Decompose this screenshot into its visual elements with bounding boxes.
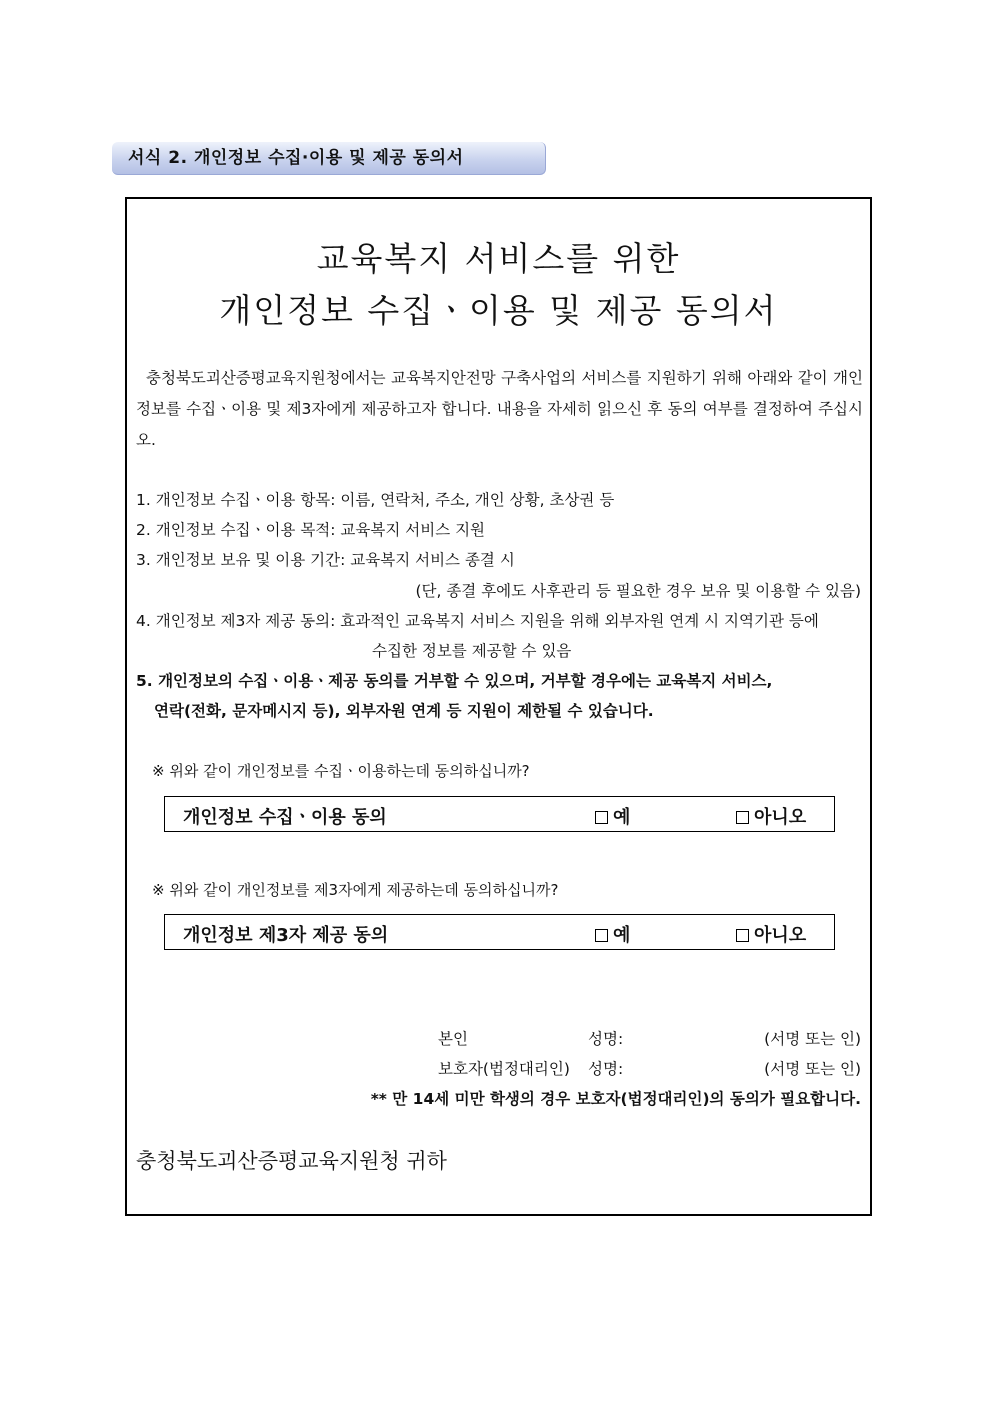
item-retention-period: 3. 개인정보 보유 및 이용 기간: 교육복지 서비스 종결 시	[136, 551, 515, 569]
item-collection-fields: 1. 개인정보 수집ㆍ이용 항목: 이름, 연락처, 주소, 개인 상황, 초상권 등	[136, 491, 615, 509]
checkbox-icon[interactable]	[595, 811, 608, 824]
consent2-no-option[interactable]	[736, 921, 806, 947]
signature-self-name-label[interactable]: 성명:	[588, 1030, 624, 1048]
consent2-no-label: 아니오	[754, 925, 807, 946]
consent1-question: ※ 위와 같이 개인정보를 수집ㆍ이용하는데 동의하십니까?	[152, 762, 530, 780]
consent1-no-label: 아니오	[754, 807, 807, 828]
item-retention-note: (단, 종결 후에도 사후관리 등 필요한 경우 보유 및 이용할 수 있음)	[415, 582, 861, 600]
consent2-label: 개인정보 제3자 제공 동의	[183, 925, 389, 946]
item-third-party-cont: 수집한 정보를 제공할 수 있음	[372, 642, 572, 660]
form-title-line1: 교육복지 서비스를 위한	[316, 239, 681, 278]
consent1-yes-label: 예	[613, 807, 631, 828]
consent2-box	[164, 914, 835, 950]
consent1-label: 개인정보 수집ㆍ이용 동의	[183, 807, 387, 828]
signature-self-role: 본인	[438, 1030, 468, 1048]
consent2-yes-label: 예	[613, 925, 631, 946]
checkbox-icon[interactable]	[736, 929, 749, 942]
item-refusal-notice-cont: 연락(전화, 문자메시지 등), 외부자원 연계 등 지원이 제한될 수 있습니다.	[154, 702, 654, 720]
item-third-party: 4. 개인정보 제3자 제공 동의: 효과적인 교육복지 서비스 지원을 위해 외부자원 연계 시 지역기관 등에	[136, 612, 819, 630]
intro-paragraph: 충청북도괴산증평교육지원청에서는 교육복지안전망 구축사업의 서비스를 지원하기 위해 아래와 같이 개인정보를 수집ㆍ이용 및 제3자에게 제공하고자 합니다. 내용을 자세히 읽으신 후 동의 여부를 결정하여 주십시오.	[136, 369, 863, 449]
form-number-label: 서식 2. 개인정보 수집·이용 및 제공 동의서	[112, 142, 546, 175]
consent1-box	[164, 796, 835, 832]
signature-guardian-role: 보호자(법정대리인)	[438, 1060, 570, 1078]
consent2-question: ※ 위와 같이 개인정보를 제3자에게 제공하는데 동의하십니까?	[152, 881, 559, 899]
guardian-consent-note: ** 만 14세 미만 학생의 경우 보호자(법정대리인)의 동의가 필요합니다.	[370, 1090, 861, 1108]
consent2-yes-option[interactable]	[595, 921, 630, 947]
item-collection-purpose: 2. 개인정보 수집ㆍ이용 목적: 교육복지 서비스 지원	[136, 521, 486, 539]
signature-self-sign-hint[interactable]: (서명 또는 인)	[764, 1030, 861, 1048]
signature-guardian-sign-hint[interactable]: (서명 또는 인)	[764, 1060, 861, 1078]
consent1-no-option[interactable]	[736, 803, 806, 829]
consent-form	[125, 197, 872, 1216]
form-title-line2: 개인정보 수집ㆍ이용 및 제공 동의서	[219, 291, 778, 330]
signature-guardian-name-label[interactable]: 성명:	[588, 1060, 624, 1078]
consent1-yes-option[interactable]	[595, 803, 630, 829]
checkbox-icon[interactable]	[736, 811, 749, 824]
item-refusal-notice: 5. 개인정보의 수집ㆍ이용ㆍ제공 동의를 거부할 수 있으며, 거부할 경우에는 교육복지 서비스,	[136, 672, 773, 690]
addressee: 충청북도괴산증평교육지원청 귀하	[136, 1149, 447, 1173]
checkbox-icon[interactable]	[595, 929, 608, 942]
